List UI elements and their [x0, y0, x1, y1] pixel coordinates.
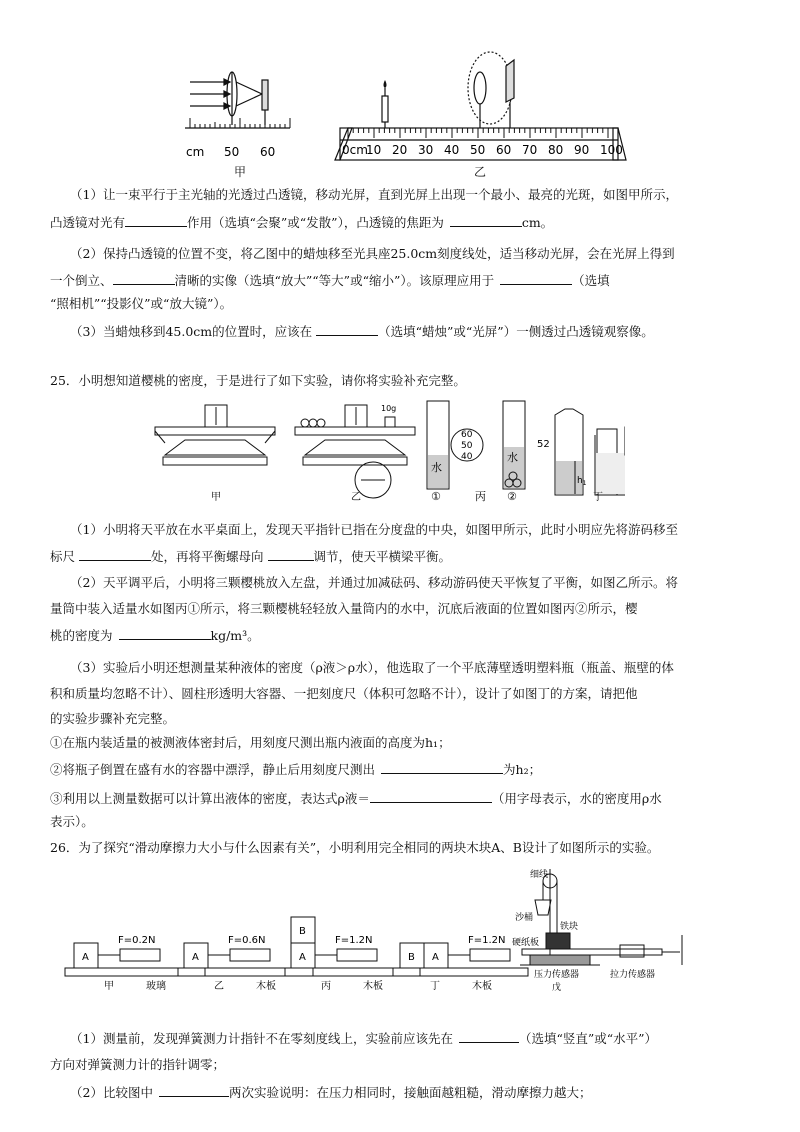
tension-sensor-label: 拉力传感器: [610, 970, 656, 980]
water-label-1: 水: [431, 461, 442, 474]
q25-step2-text-a: ②将瓶子倒置在盛有水的容器中漂浮，静止后用刻度尺测出: [50, 762, 376, 777]
figure-caption-yi-25: 乙: [351, 492, 361, 503]
bucket-label: 沙桶: [515, 913, 534, 923]
q24-part1-line2: [50, 214, 553, 231]
pressure-sensor-label: 压力传感器: [534, 970, 580, 980]
bench-tick-label: 20: [392, 143, 408, 157]
q25-part2-line2: 量筒中装入适量水如图丙①所示，将三颗樱桃轻轻放入量筒内的水中，沉底后液面的位置如图丙②所示，樱: [50, 601, 638, 616]
q25-step2: [50, 761, 541, 778]
bench-tick-label: 80: [548, 143, 564, 157]
height-h1-label: $h_1$: [577, 476, 587, 487]
figure-caption: 丙: [321, 981, 331, 992]
block-label: B: [408, 952, 415, 963]
surface-label: 玻璃: [146, 981, 166, 992]
iron-block-label: 铁块: [560, 922, 579, 932]
q25-part2-line3: [50, 627, 260, 644]
q24-part3-line: [70, 323, 654, 340]
scale-unit-label: cm: [186, 145, 205, 159]
bench-tick-label: 40: [444, 143, 460, 157]
q25-part1-text-b: 处，再将平衡螺母向: [151, 549, 264, 564]
q26-part1-text-b: （选填“竖直”或“水平”）: [518, 1031, 658, 1046]
block-label: A: [299, 952, 306, 963]
answer-blank-focal-length[interactable]: [450, 214, 522, 227]
block2-label: A: [432, 952, 439, 963]
surface-label: 木板: [363, 981, 383, 992]
answer-blank-light-effect[interactable]: [125, 214, 187, 227]
q24-part1-text-c: cm。: [521, 215, 554, 230]
figure-caption-wu: 戊: [552, 983, 562, 993]
q26-title: 26．为了探究“滑动摩擦力大小与什么因素有关”，小明利用完全相同的两块木块A、B设计了如图所示的实验。: [50, 840, 660, 855]
answer-blank-image-type[interactable]: [113, 272, 175, 285]
force-label: F=1.2N: [468, 935, 506, 946]
scale-50: 50: [461, 441, 473, 451]
q25-part3-line2: 积和质量均忽略不计）、圆柱形透明大容器、一把刻度尺（体积可忽略不计），设计了如图丁的方案，请把他: [50, 686, 638, 701]
lens-figure-jia: [180, 50, 300, 165]
q26-part2-text-a: （2）比较图中: [70, 1085, 153, 1100]
q25-part1-line2: [50, 548, 451, 565]
rope-label: 细线: [530, 870, 549, 880]
answer-blank-rider-position[interactable]: [79, 548, 151, 561]
figure-caption-jia-25: 甲: [211, 492, 221, 503]
cylinder-reading-52: 52: [537, 439, 550, 450]
q25-step2-text-b: 为h₂；: [503, 762, 542, 777]
figure-caption: 甲: [104, 981, 114, 992]
q24-part2-line3: “照相机”“投影仪”或“放大镜”）。: [50, 296, 233, 311]
q24-part1-text-a: 凸透镜对光有: [50, 215, 126, 230]
q25-step1: ①在瓶内装适量的被测液体密封后，用刻度尺测出瓶内液面的高度为h₁；: [50, 735, 451, 750]
q24-part2-text-a: 一个倒立、: [50, 273, 113, 288]
figure-caption: 乙: [214, 981, 224, 992]
q24-part1-text-b: 作用（选填“会聚”或“发散”），凸透镜的焦距为: [187, 215, 444, 230]
answer-blank-compare-figures[interactable]: [159, 1084, 229, 1097]
force-label: F=0.2N: [118, 935, 156, 946]
weight-label: 10g: [381, 404, 397, 413]
answer-blank-measure-item[interactable]: [381, 761, 503, 774]
water-label-2: 水: [507, 451, 518, 464]
bench-tick-label: 50: [470, 143, 486, 157]
answer-blank-zero-direction[interactable]: [459, 1030, 519, 1043]
q26-part2-line: [70, 1084, 591, 1101]
cylinder-number-1: ①: [431, 490, 441, 503]
block-label: A: [82, 952, 89, 963]
bench-tick-label: 70: [522, 143, 538, 157]
bench-tick-label: 60: [496, 143, 512, 157]
q25-title: 25．小明想知道樱桃的密度，于是进行了如下实验，请你将实验补充完整。: [50, 373, 466, 388]
answer-blank-density-expression[interactable]: [370, 790, 492, 803]
q25-part2-text-a: 桃的密度为: [50, 628, 113, 643]
block-top-label: B: [299, 926, 306, 937]
bench-tick-label: 30: [418, 143, 434, 157]
bench-tick-label: 100: [600, 143, 623, 157]
q25-step3-text-a: ③利用以上测量数据可以计算出液体的密度，表达式ρ液＝: [50, 791, 370, 806]
bench-tick-label: 0cm: [342, 143, 368, 157]
friction-experiment-figures: [60, 865, 700, 1030]
answer-blank-cherry-density[interactable]: [119, 627, 211, 640]
q25-part1-line1: （1）小明将天平放在水平桌面上，发现天平指针已指在分度盘的中央，如图甲所示，此时小明应先将游码移至: [70, 522, 678, 537]
tick-label-60: 60: [260, 145, 276, 159]
figure-caption-ding: 丁: [593, 492, 603, 503]
q25-part2-text-b: kg/m³。: [210, 628, 260, 643]
q24-part2-text-b: 清晰的实像（选填“放大”“等大”或“缩小”）。该原理应用于: [174, 273, 495, 288]
density-experiment-figures: [145, 395, 625, 505]
q24-part2-line1: （2）保持凸透镜的位置不变，将乙图中的蜡烛移至光具座25.0cm刻度线处，适当移动光屏，会在光屏上得到: [70, 246, 675, 261]
cylinder-number-2: ②: [507, 490, 517, 503]
q24-part2-line2: [50, 272, 610, 289]
answer-blank-application[interactable]: [500, 272, 572, 285]
force-label: F=0.6N: [228, 935, 266, 946]
surface-label: 木板: [472, 981, 492, 992]
force-label: F=1.2N: [335, 935, 373, 946]
surface-label: 木板: [256, 981, 276, 992]
block-label: A: [192, 952, 199, 963]
tick-label-50: 50: [224, 145, 240, 159]
bench-tick-label: 10: [366, 143, 382, 157]
scale-40: 40: [461, 452, 473, 462]
figure-caption-jia: 甲: [233, 165, 246, 179]
q25-step3-text-b: （用字母表示，水的密度用ρ水: [491, 791, 662, 806]
q25-step3-line2: 表示）。: [50, 814, 94, 829]
q26-part2-text-b: 两次实验说明：在压力相同时，接触面越粗糙，滑动摩擦力越大；: [228, 1085, 592, 1100]
q26-part1-text-a: （1）测量前，发现弹簧测力计指针不在零刻度线上，实验前应该先在: [70, 1031, 453, 1046]
q24-part2-text-c: （选填: [572, 273, 610, 288]
q25-part3-line1: （3）实验后小明还想测量某种液体的密度（ρ液＞ρ水），他选取了一个平底薄壁透明塑料瓶（瓶盖、瓶壁的体: [70, 660, 674, 675]
q24-part1-line1: （1）让一束平行于主光轴的光透过凸透镜，移动光屏，直到光屏上出现一个最小、最亮的光斑，如图甲所示，: [70, 187, 678, 202]
q26-part1-line2: 方向对弹簧测力计的指针调零；: [50, 1057, 226, 1072]
answer-blank-adjust-direction[interactable]: [268, 548, 314, 561]
optical-bench-figure-yi: [330, 50, 630, 170]
q25-part1-text-c: 调节，使天平横梁平衡。: [313, 549, 452, 564]
q25-part2-line1: （2）天平调平后，小明将三颗樱桃放入左盘，并通过加减砝码、移动游码使天平恢复了平衡，如图乙所示。将: [70, 575, 678, 590]
figure-caption: 丁: [430, 981, 440, 992]
figure-caption-bing: 丙: [475, 490, 486, 503]
q26-part1-line1: [70, 1030, 657, 1047]
figure-caption-yi: 乙: [473, 165, 486, 179]
bench-tick-label: 90: [574, 143, 590, 157]
board-label: 硬纸板: [512, 938, 540, 948]
scale-60: 60: [461, 430, 473, 440]
q24-part3-text-b: （选填“蜡烛”或“光屏”）一侧透过凸透镜观察像。: [378, 324, 654, 339]
answer-blank-observe-side[interactable]: [316, 323, 378, 336]
q24-part3-text-a: （3）当蜡烛移到45.0cm的位置时，应该在: [70, 324, 313, 339]
q25-part3-line3: 的实验步骤补充完整。: [50, 711, 176, 726]
q25-step3: [50, 790, 662, 807]
q25-part1-text-a: 标尺: [50, 549, 76, 564]
